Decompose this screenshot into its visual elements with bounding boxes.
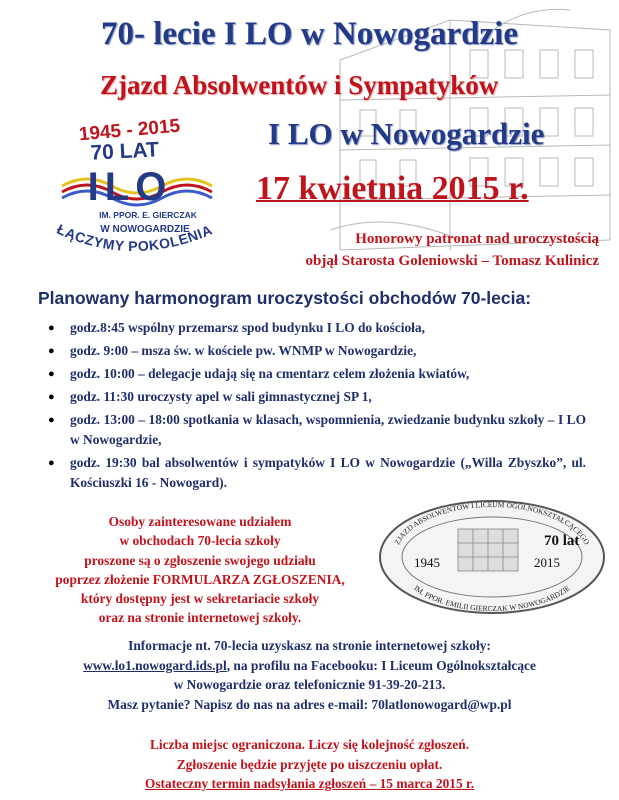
logo-town: W NOWOGARDZIE: [100, 224, 190, 235]
seal-year-right: 2015: [534, 555, 560, 570]
seal-year-left: 1945: [414, 555, 440, 570]
school-website-link[interactable]: www.lo1.nowogard.ids.pl: [83, 657, 227, 673]
seal-bottom-text: IM. PPOR. EMILII GIERCZAK W NOWOGARDZIE: [412, 583, 572, 614]
event-date: 17 kwietnia 2015 r.: [256, 170, 529, 207]
bullet-icon: ●: [48, 457, 55, 469]
logo-70-lat: 70 LAT: [89, 138, 160, 165]
patronage-line-1: Honorowy patronat nad uroczystością: [355, 231, 599, 247]
schedule-item: ● godz. 9:00 – msza św. w kościele pw. WNMP w Nowogardzie,: [42, 341, 586, 361]
school-anniversary-logo: [20, 108, 248, 276]
bullet-icon: ●: [48, 414, 55, 426]
seal-building-icon: [458, 529, 518, 571]
honorary-patronage: [305, 228, 599, 272]
seal-arc-text: ZJAZD ABSOLWENTÓW I LICEUM OGÓLNOKSZTAŁCĄCEGO: [392, 499, 592, 547]
bullet-icon: ●: [48, 368, 55, 380]
logo-slogan: ŁĄCZYMY POKOLENIA: [54, 220, 215, 255]
patronage-line-2: objął Starosta Goleniowski – Tomasz Kulinicz: [305, 253, 599, 269]
deadline-line: Ostateczny termin nadsyłania zgłoszeń – 15 marca 2015 r.: [144, 776, 475, 791]
contact-info: Informacje nt. 70-lecia uzyskasz na stronie internetowej szkoły: www.lo1.nowogard.ids.pl, na profilu na Facebooku: I Liceum Ogólnokształcące w Nowogardzie oraz telefonicznie 91-39-20-213. Masz pytanie? Napisz do nas na adres e-mail: 70latlonowogard@wp.pl: [83, 638, 536, 712]
reunion-seal: [376, 495, 608, 615]
school-name: I LO w Nowogardzie: [268, 116, 545, 151]
page-title: 70- lecie I LO w Nowogardzie: [101, 16, 518, 52]
event-subtitle: Zjazd Absolwentów i Sympatyków: [100, 70, 499, 100]
footer-notice: Liczba miejsc ograniczona. Liczy się kolejność zgłoszeń. Zgłoszenie będzie przyjęte po uiszczeniu opłat. Ostateczny termin nadsyłania zgłoszeń – 15 marca 2015 r.: [0, 735, 619, 794]
schedule-item: ● godz. 11:30 uroczysty apel w sali gimnastycznej SP 1,: [42, 387, 586, 407]
bullet-icon: ●: [48, 391, 55, 403]
registration-info: Osoby zainteresowane udziałem w obchodach 70-lecia szkoły proszone są o zgłoszenie swojego udziału poprzez złożenie FORMULARZA ZGŁOSZENIA, który dostępny jest w sekretariacie szkoły oraz na stronie internetowej szkoły.: [55, 514, 345, 626]
schedule-list: [42, 318, 586, 496]
logo-patron: IM. PPOR. E. GIERCZAK: [99, 210, 197, 220]
schedule-item: ● godz. 19:30 bal absolwentów i sympatyków I LO w Nowogardzie („Willa Zbyszko”, ul. Kościuszki 16 - Nowogard).: [48, 455, 586, 490]
logo-ilo-mark: ILO: [87, 165, 173, 209]
logo-years: 1945 - 2015: [78, 115, 181, 146]
bullet-icon: ●: [48, 345, 55, 357]
seal-70-lat: 70 lat: [544, 533, 580, 549]
schedule-item: ● godz. 13:00 – 18:00 spotkania w klasach, wspomnienia, zwiedzanie budynku szkoły – I LO w Nowogardzie,: [48, 412, 586, 447]
schedule-title: Planowany harmonogram uroczystości obchodów 70-lecia:: [38, 288, 532, 308]
schedule-item: ● godz. 10:00 – delegacje udają się na cmentarz celem złożenia kwiatów,: [42, 364, 586, 384]
bullet-icon: ●: [48, 322, 55, 334]
schedule-item: ● godz.8:45 wspólny przemarsz spod budynku I LO do kościoła,: [42, 318, 586, 338]
